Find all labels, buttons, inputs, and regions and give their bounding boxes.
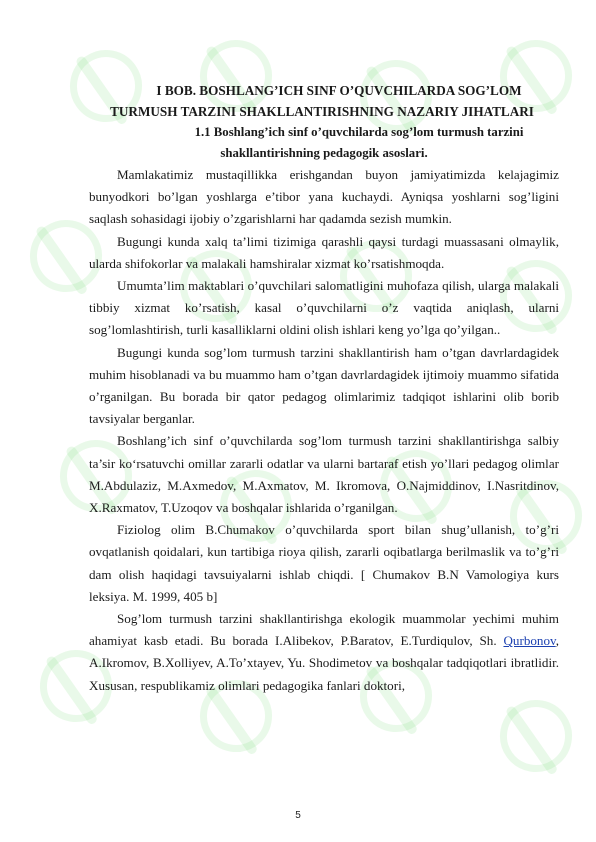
author-link[interactable]: Qurbonov xyxy=(503,633,556,649)
section-title-line-1: 1.1 Boshlang’ich sinf o’quvchilarda sog’lom turmush tarzini xyxy=(194,125,524,139)
paragraph: Bugungi kunda sog’lom turmush tarzini shakllantirish ham o’tgan davrlardagidek muhim hisoblanadi va bu muammo ham o’tgan davrlardagidek ijtimoiy muammo sifatida o’rganilgan. Bu borada bir qator pedagog olimlarimiz tadqiqot ishlarini olib borib tavsiyalar berganlar. xyxy=(89,344,559,427)
watermark-logo-icon xyxy=(486,686,586,786)
chapter-title-line-2: TURMUSH TARZINI SHAKLLANTIRISHNING NAZARIY JIHATLARI xyxy=(110,104,534,119)
chapter-title-line-1: I BOB. BOSHLANG’ICH SINF O’QUVCHILARDA SOG’LOM xyxy=(156,83,522,98)
paragraph: Umumta’lim maktablari o’quvchilari salomatligini muhofaza qilish, ularga malakali tibbiy xizmat ko’rsatish, kasal o’quvchilarni o’z vaqtida aniqlash, ularni sog’lomlashtirish, turli kasalliklarni oldini olish ishlari keng yo’lga qo’yilgan.. xyxy=(89,278,559,338)
paragraph: Fiziolog olim B.Chumakov o’quvchilarda sport bilan shug’ullanish, to’g’ri ovqatlanish qoidalari, kun tartibiga rioya qilish, zararli oqibatlarga berilmaslik va to’g’ri dam olish haqidagi tavsuiyalarni ishlab chiqdi. [ Chumakov B.N Vamologiya kurs leksiya. M. 1999, 405 b] xyxy=(89,522,559,604)
paragraph: Mamlakatimiz mustaqillikka erishgandan buyon jamiyatimizda kelajagimiz bunyodkori bo’lgan yoshlarga e’tibor yana kuchaydi. Ayniqsa yoshlarni sog’ligini saqlash sohasidagi ijobiy o’zgarishlarni har qadamda sezish mumkin. xyxy=(89,167,559,227)
paragraph-text: , A.Ikromov, B.Xolliyev, A.To’xtayev, Yu. Shodimetov va boshqalar tadqiqotlari ibratlidir. Xususan, respublikamiz olimlari pedagogika fanlari doktori, xyxy=(89,633,559,693)
paragraph: Bugungi kunda xalq ta’limi tizimiga qarashli qaysi turdagi muassasani olmaylik, ularda shifokorlar va malakali hamshiralar xizmat ko’rsatishmoqda. xyxy=(89,233,559,271)
section-title-line-2: shakllantirishning pedagogik asoslari. xyxy=(220,146,428,160)
document-body xyxy=(89,80,559,697)
page-number: 5 xyxy=(295,810,301,821)
paragraph-with-link xyxy=(89,608,559,697)
paragraph: Boshlang’ich sinf o’quvchilarda sog’lom turmush tarzini shakllantirishga salbiy ta’sir ko‘rsatuvchi omillar zararli odatlar va ularni bartaraf etish yo’llari pedagog olimlar M.Abdulaziz, M.Axmedov, M.Axmatov, M. Ikromova, O.Najmiddinov, I.Nasritdinov, X.Raxmatov, T.Uzoqov va boshqalar ishlarida o’rganilgan. xyxy=(89,433,559,516)
paragraph-text: Sog’lom turmush tarzini shakllantirishga ekologik muammolar yechimi muhim ahamiyat kasb etadi. Bu borada I.Alibekov, P.Baratov, E.Turdiqulov, Sh. xyxy=(89,611,559,649)
